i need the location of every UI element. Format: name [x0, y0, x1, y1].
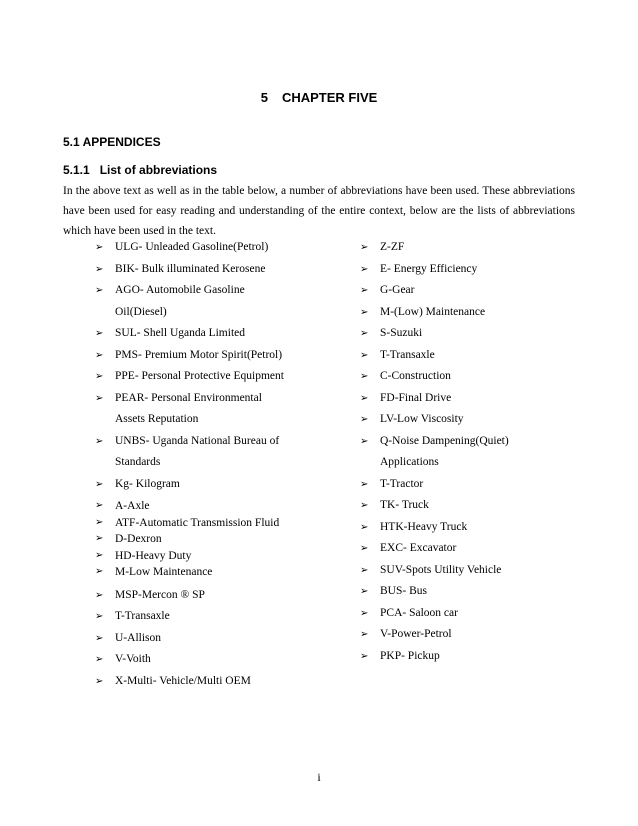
intro-paragraph: In the above text as well as in the table below, a number of abbreviations have been used. These abbreviations have been used for easy reading and understanding of the entire context, below are the lists of abbreviations which have been used in the text.	[63, 185, 575, 237]
list-item: ➢ TK- Truck	[360, 495, 580, 517]
arrow-bullet-icon: ➢	[95, 654, 104, 665]
arrow-bullet-icon: ➢	[95, 285, 104, 296]
chapter-title: CHAPTER FIVE	[281, 90, 378, 105]
list-item: ➢ Kg- Kilogram	[95, 474, 335, 496]
list-item-continuation: Oil(Diesel)	[115, 305, 167, 318]
arrow-bullet-icon: ➢	[360, 607, 369, 619]
list-item: ➢ X-Multi- Vehicle/Multi OEM	[95, 671, 335, 693]
section-heading: 5.1 APPENDICES	[63, 135, 161, 149]
list-item: ➢ Z-ZF	[360, 237, 580, 259]
list-item: ➢ T-Transaxle	[360, 345, 580, 367]
list-item: ➢ BUS- Bus	[360, 581, 580, 603]
list-item: ➢ PEAR- Personal Environmental	[95, 388, 335, 410]
list-item: ➢ HTK-Heavy Truck	[360, 517, 580, 539]
chapter-heading	[0, 90, 638, 105]
abbreviation-list-left	[95, 237, 335, 692]
list-item: ➢ FD-Final Drive	[360, 388, 580, 410]
list-item: ➢ PPE- Personal Protective Equipment	[95, 366, 335, 388]
arrow-bullet-icon: ➢	[95, 632, 104, 644]
list-item: ➢ PCA- Saloon car	[360, 603, 580, 625]
arrow-bullet-icon: ➢	[360, 650, 369, 662]
arrow-bullet-icon: ➢	[360, 242, 369, 253]
subsection-heading	[63, 163, 217, 177]
list-item: ➢ V-Voith	[95, 649, 335, 671]
list-item: ➢ MSP-Mercon ® SP	[95, 585, 335, 607]
abbreviation-list-right	[360, 237, 580, 667]
list-item: ➢ UNBS- Uganda National Bureau of	[95, 431, 335, 453]
list-item-continuation: Standards	[115, 456, 161, 468]
list-item: ➢ M-(Low) Maintenance	[360, 302, 580, 324]
list-item: ➢ A-Axle	[95, 498, 335, 515]
arrow-bullet-icon: ➢	[95, 516, 104, 528]
arrow-bullet-icon: ➢	[95, 533, 104, 544]
chapter-number: 5	[260, 90, 268, 105]
arrow-bullet-icon: ➢	[360, 543, 369, 554]
list-item: ➢ PMS- Premium Motor Spirit(Petrol)	[95, 345, 335, 367]
list-item: ➢ BIK- Bulk illuminated Kerosene	[95, 259, 335, 281]
arrow-bullet-icon: ➢	[360, 285, 369, 296]
page-number: i	[317, 770, 321, 784]
arrow-bullet-icon: ➢	[360, 392, 369, 404]
list-item: ➢ E- Energy Efficiency	[360, 259, 580, 281]
arrow-bullet-icon: ➢	[95, 589, 104, 601]
list-item: ➢ SUV-Spots Utility Vehicle	[360, 560, 580, 582]
arrow-bullet-icon: ➢	[95, 478, 104, 490]
list-item: ➢ S-Suzuki	[360, 323, 580, 345]
list-item: ➢ PKP- Pickup	[360, 646, 580, 668]
list-item: ➢ T-Tractor	[360, 474, 580, 496]
arrow-bullet-icon: ➢	[95, 611, 104, 622]
list-item: ➢ T-Transaxle	[95, 606, 335, 628]
list-item: ➢ U-Allison	[95, 628, 335, 650]
list-item: ➢ V-Power-Petrol	[360, 624, 580, 646]
arrow-bullet-icon: ➢	[360, 349, 369, 361]
list-item: ➢ G-Gear	[360, 280, 580, 302]
list-item: ➢ SUL- Shell Uganda Limited	[95, 323, 335, 345]
arrow-bullet-icon: ➢	[95, 435, 104, 447]
list-item: ➢ EXC- Excavator	[360, 538, 580, 560]
arrow-bullet-icon: ➢	[360, 500, 369, 511]
list-item-continuation: Assets Reputation	[115, 413, 199, 425]
arrow-bullet-icon: ➢	[360, 586, 369, 597]
list-item: ➢ C-Construction	[360, 366, 580, 388]
arrow-bullet-icon: ➢	[360, 478, 369, 490]
list-item: ➢ ATF-Automatic Transmission Fluid	[95, 515, 335, 532]
arrow-bullet-icon: ➢	[95, 349, 104, 361]
list-item: ➢ M-Low Maintenance	[95, 564, 335, 581]
arrow-bullet-icon: ➢	[360, 564, 369, 576]
arrow-bullet-icon: ➢	[95, 371, 104, 382]
arrow-bullet-icon: ➢	[360, 371, 369, 382]
arrow-bullet-icon: ➢	[95, 392, 104, 404]
arrow-bullet-icon: ➢	[95, 263, 104, 275]
list-item: ➢ Q-Noise Dampening(Quiet)	[360, 431, 580, 453]
arrow-bullet-icon: ➢	[95, 242, 104, 253]
arrow-bullet-icon: ➢	[360, 306, 369, 318]
arrow-bullet-icon: ➢	[360, 629, 369, 640]
arrow-bullet-icon: ➢	[360, 263, 369, 275]
arrow-bullet-icon: ➢	[360, 435, 369, 447]
list-item-continuation: Applications	[380, 456, 439, 468]
arrow-bullet-icon: ➢	[360, 414, 369, 425]
list-item: ➢ HD-Heavy Duty	[95, 548, 335, 565]
arrow-bullet-icon: ➢	[360, 521, 369, 533]
list-item: ➢ ULG- Unleaded Gasoline(Petrol)	[95, 237, 335, 259]
arrow-bullet-icon: ➢	[95, 328, 104, 339]
list-item: ➢ D-Dexron	[95, 531, 335, 548]
subsection-number: 5.1.1	[63, 163, 90, 177]
list-item: ➢ LV-Low Viscosity	[360, 409, 580, 431]
subsection-title: List of abbreviations	[99, 163, 218, 177]
arrow-bullet-icon: ➢	[95, 566, 104, 577]
arrow-bullet-icon: ➢	[95, 549, 104, 561]
arrow-bullet-icon: ➢	[95, 500, 104, 511]
list-item: ➢ AGO- Automobile Gasoline	[95, 280, 335, 302]
arrow-bullet-icon: ➢	[95, 675, 104, 687]
arrow-bullet-icon: ➢	[360, 328, 369, 339]
